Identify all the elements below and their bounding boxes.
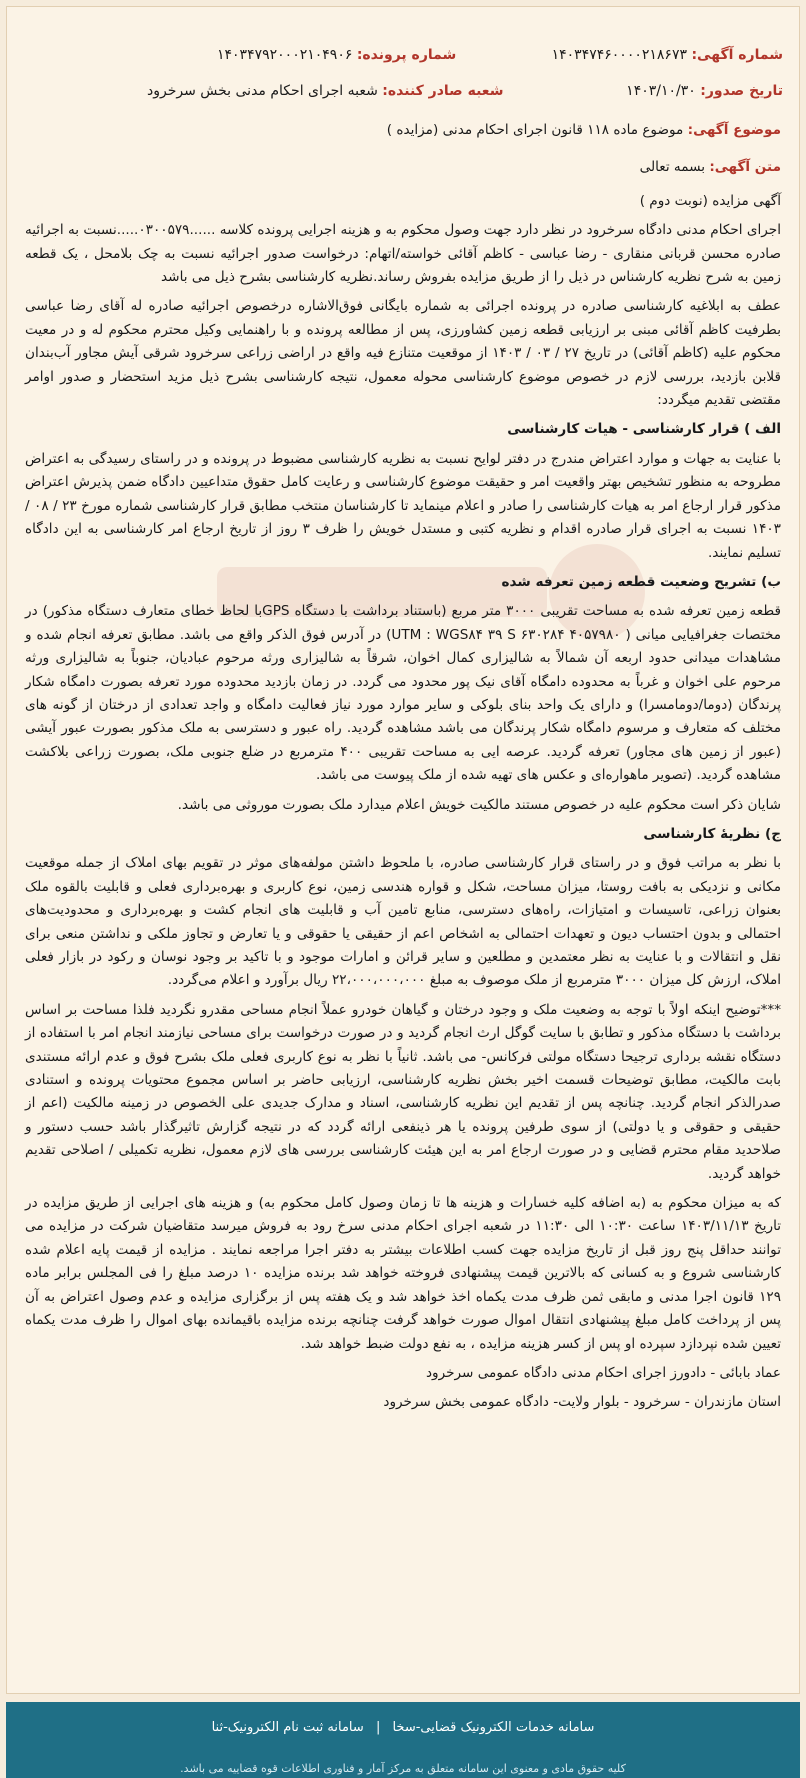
paragraph-be: قطعه زمین تعرفه شده به مساحت تقریبی ۳۰۰۰ متر مربع (باستناد برداشت با دستگاه GPSبا لحاظ خطای متعارف دستگاه مذکور) در مختصات جغرافیایی میانی ( UTM : WGS۸۴ ۳۹ S ۶۳۰۲۸۴ ۴۰۵۷۹۸۰) در آدرس فوق الذکر واقع می باشد. مطابق تعرفه انجام شده و مشاهدات میدانی حدود اربعه آن شمالاً به شالیزاری کمال اخوان، شرقاً به شالیزاری ورثه مرحوم عبادیان، جنوباً به شالیزاری ورثه مرحوم علی اخوان و غرباً به محدوده دامگاه آقای نیک پور محدود می گردد. در زمان بازدید محدوده مورد تعرفه بصورت دامگاه شکار پرندگان (دوما/دومامسرا) و دارای یک واحد بنای بلوکی و سایر موارد مورد نیاز فعالیت دامگاه و واجد تعدادی از درختان از گونه های مختلف که متعارف و مرسوم دامگاه شکار پرندگان می باشد مشاهده گردید. راه عبور و دسترسی به ملک مذکور بصورت عبور آیشی (عبور از زمین های مجاور) تعرفه گردید. عرصه ایی به مساحت تقریبی ۴۰۰ مترمربع در ضلع جنوبی ملک، بصورت زراعی بلاکشت مشاهده گردید. (تصویر ماهواره‌ای و عکس های تهیه شده از ملک پیوست می باشد. [25, 603, 782, 784]
footer-separator: | [375, 1720, 381, 1735]
paragraph-note: ***توضیح اینکه اولاً با توجه به وضعیت ملک و وجود درختان و گیاهان خودرو عملاً انجام مساحی مقدرو نگردید فلذا مساحت بر اساس برداشت با دستگاه مذکور و تطابق با سایت گوگل ارث انجام گردید و در صورت درخواست برای مساحی نیازمند انجام امر با استفاده از دستگاه نقشه برداری ترجیحا دستگاه مولتی فرکانس- می باشد. ثانیاً با نظر به نوع کاربری فعلی ملک بشرح فوق و عدم ارائه مستندی بابت مالکیت، مطابق توضیحات قسمت اخیر بخش نظریه کارشناسی، ارزیابی حاضر بر اساس مجموع محتویات پرونده و استنادی صدرالذکر انجام گردید. چنانچه پس از تقدیم این نظریه کارشناسی، اسناد و مدارک جدیدی علی الخصوص در زمینه مالکیت (اعم از حقیقی و حقوقی و یا دولتی) از سوی طرفین پرونده یا هر ذینفعی ارائه گردد که در نتیجه گزارش تاثیرگذار باشد حسب دستور و صلاحدید مقام محترم قضایی و در صورت ارجاع امر به این هیئت کارشناسی بررسی های لازم معمول، نظریه تکمیلی / اصلاحی تقدیم خواهد گردید. [25, 1001, 781, 1182]
signature-address: استان مازندران - سرخرود - بلوار ولایت- دادگاه عمومی بخش سرخرود [383, 1394, 781, 1411]
subject-value: موضوع ماده ۱۱۸ قانون اجرای احکام مدنی (مزایده ) [386, 122, 684, 138]
notice-page [6, 6, 800, 1694]
issuer-value: شعبه اجرای احکام مدنی بخش سرخرود [147, 83, 378, 99]
ad-number-row [552, 47, 783, 63]
subject-line [25, 119, 781, 142]
paragraph-auction: که به میزان محکوم به (به اضافه کلیه خسارات و هزینه ها تا زمان وصول کامل محکوم به) و هزینه های اجرایی از طریق مزایده در تاریخ ۱۴۰۳/۱۱/۱۳ ساعت ۱۰:۳۰ الی ۱۱:۳۰ در شعبه اجرای احکام مدنی سرخ رود به فروش میرسد متقاضیان شرکت در مزایده می توانند حداقل پنج روز قبل از تاریخ مزایده جهت کسب اطلاعات بیشتر به دفتر اجرا مراجعه نمایند . مزایده از قیمت پایه اعلام شده کارشناسی شروع و به کسانی که بالاترین قیمت پیشنهادی فروخته خواهد شد برنده مزایده ۱۰ درصد مبلغ را فی المجلس برابر ماده ۱۲۹ قانون اجرا مدنی و مابقی ثمن ظرف مدت یکماه اخذ خواهد شد و یک هفته پس از برگزاری مزایده و عدم وصول اعتراض به آن پس از پرداخت کامل مبلغ پیشنهادی انتقال اموال صورت خواهد گرفت چنانچه برنده مزایده باقیمانده بهای اموال را ظرف مدت یکماه تعیین شده نپردازد سپرده او پس از کسر هزینه مزایده ، به نفع دولت ضبط خواهد شد. [25, 1195, 781, 1352]
footer-link-sana[interactable]: سامانه ثبت نام الکترونیک-ثنا [211, 1720, 364, 1735]
site-footer [6, 1702, 800, 1778]
issuer-row [147, 83, 503, 99]
ad-number-label: شماره آگهی: [691, 47, 783, 63]
case-number-label: شماره پرونده: [356, 47, 457, 63]
section-alef-heading: الف ) قرار کارشناسی - هیات کارشناسی [507, 421, 781, 438]
paragraph-background: عطف به ابلاغیه کارشناسی صادره در پرونده اجرائی به شماره بایگانی فوق‌الاشاره درخصوص اجرائیه صادره له آقای رضا عباسی بطرفیت کاظم آقائی مبنی بر ارزیابی قطعه زمین کشاورزی، پس از مطالعه پرونده و با راهنمایی وکیل محترم محکوم له و در معیت محکوم علیه (کاظم آقائی) در تاریخ ۲۷ / ۰۳ / ۱۴۰۳ از موقعیت متنازع فیه واقع در اراضی زراعی سرخرود شرقی آیش مجاور آب‌بندان قلابن بازدید، بررسی لازم در خصوص موضوع کارشناسی محوله معمول، نتیجه کارشناسی بشرح ذیل مزید استحضار و صدور اوامر مقتضی تقدیم میگردد: [25, 298, 781, 409]
footer-copyright: کلیه حقوق مادی و معنوی این سامانه متعلق به مرکز آمار و فناوری اطلاعات قوه قضاییه می باشد. [180, 1762, 626, 1775]
issuer-label: شعبه صادر کننده: [382, 83, 504, 99]
text-line [25, 156, 781, 179]
notice-title: آگهی مزایده (نوبت دوم ) [639, 192, 781, 209]
text-label: متن آگهی: [709, 159, 781, 176]
issue-date-label: تاریخ صدور: [700, 83, 783, 99]
notice-body [25, 119, 781, 1421]
case-number-value: ۱۴۰۳۴۷۹۲۰۰۰۲۱۰۴۹۰۶ [217, 47, 353, 63]
paragraph-alef: با عنایت به جهات و موارد اعتراض مندرج در دفتر لوایح نسبت به نظریه کارشناسی مضبوط در پرونده و در راستای رسیدگی به اعتراض مطروحه به منظور تشخیص بهتر واقعیت امر و حقیقت موضوع کارشناسی و رعایت کامل حقوق متداعیین دادگاه ضمن پذیرش اعتراض مذکور قرار ارجاع امر به هیات کارشناسی را صادر و اعلام مینماید تا کارشناسان منتخب مطابق قرار کارشناسی شماره مورخ ۲۳ / ۰۸ / ۱۴۰۳ نسبت به اجرای قرار صادره اقدام و نظریه کتبی و مستدل خویش را ظرف ۳ روز از تاریخ ارجاع امر کارشناسی به این دادگاه تسلیم نمایند. [25, 450, 781, 561]
subject-label: موضوع آگهی: [687, 122, 781, 138]
text-start: بسمه تعالی [639, 159, 705, 176]
footer-link-sakha[interactable]: سامانه خدمات الکترونیک قضایی-سخا [392, 1720, 595, 1735]
footer-links [6, 1720, 800, 1735]
section-be-heading: ب) تشریح وضعیت قطعه زمین تعرفه شده [501, 573, 781, 590]
paragraph-ownership: شایان ذکر است محکوم علیه در خصوص مستند مالکیت خویش اعلام میدارد ملک بصورت موروثی می باشد. [177, 796, 781, 813]
paragraph-intro: اجرای احکام مدنی دادگاه سرخرود در نظر دارد جهت وصول محکوم به و هزینه اجرایی پرونده کلاسه ......۰۳۰۰۵۷۹.....نسبت به اجرائیه صادره محسن قربانی منقاری - رضا عباسی - کاظم آقائی خواسته/اتهام: درخواست صدور اجرائیه نسبت به چک بلامحل ، یک قطعه زمین به شرح نظریه کارشناس در ذیل را از طریق مزایده بفروش رساند.نظریه کارشناسی بشرح ذیل می باشد [25, 222, 781, 286]
issue-date-value: ۱۴۰۳/۱۰/۳۰ [626, 83, 696, 99]
ad-number-value: ۱۴۰۳۴۷۴۶۰۰۰۰۲۱۸۶۷۳ [551, 47, 687, 63]
section-jim-heading: ج) نظریهٔ کارشناسی [643, 825, 781, 842]
paragraph-jim: با نظر به مراتب فوق و در راستای قرار کارشناسی صادره، با ملحوظ داشتن مولفه‌های موثر در تقویم بهای املاک از جمله موقعیت مکانی و نزدیکی به بافت روستا، میزان مساحت، شکل و قواره هندسی زمین، نوع کاربری و بهره‌برداری فعلی و قابلیت بالقوه ملک بعنوان زراعی، تاسیسات و امتیازات، راه‌های دسترسی، منابع تامین آب و قابلیت های انجام کشت و بهره‌برداری و محدودیت‌های احتمالی و بدون احتساب دیون و تعهدات احتمالی به اشخاص اعم از حقیقی یا حقوقی و یا تعارض و تجاوز ملکی و نداشتن منعی برای نقل و انتقالات و با عنایت به نظر معتمدین و مطلعین و سایر قرائن و امارات موجود و با تاکید بر وجود نوسان و رکود در بازار فعلی املاک، ارزش کل میزان ۳۰۰۰ مترمربع از ملک موصوف به مبلغ ۲۲،۰۰۰،۰۰۰،۰۰۰ ریال برآورد و اعلام می‌گردد. [25, 855, 781, 989]
issue-date-row [626, 83, 783, 99]
signature-name: عماد بابائی - دادورز اجرای احکام مدنی دادگاه عمومی سرخرود [425, 1364, 781, 1381]
case-number-row [217, 47, 456, 63]
